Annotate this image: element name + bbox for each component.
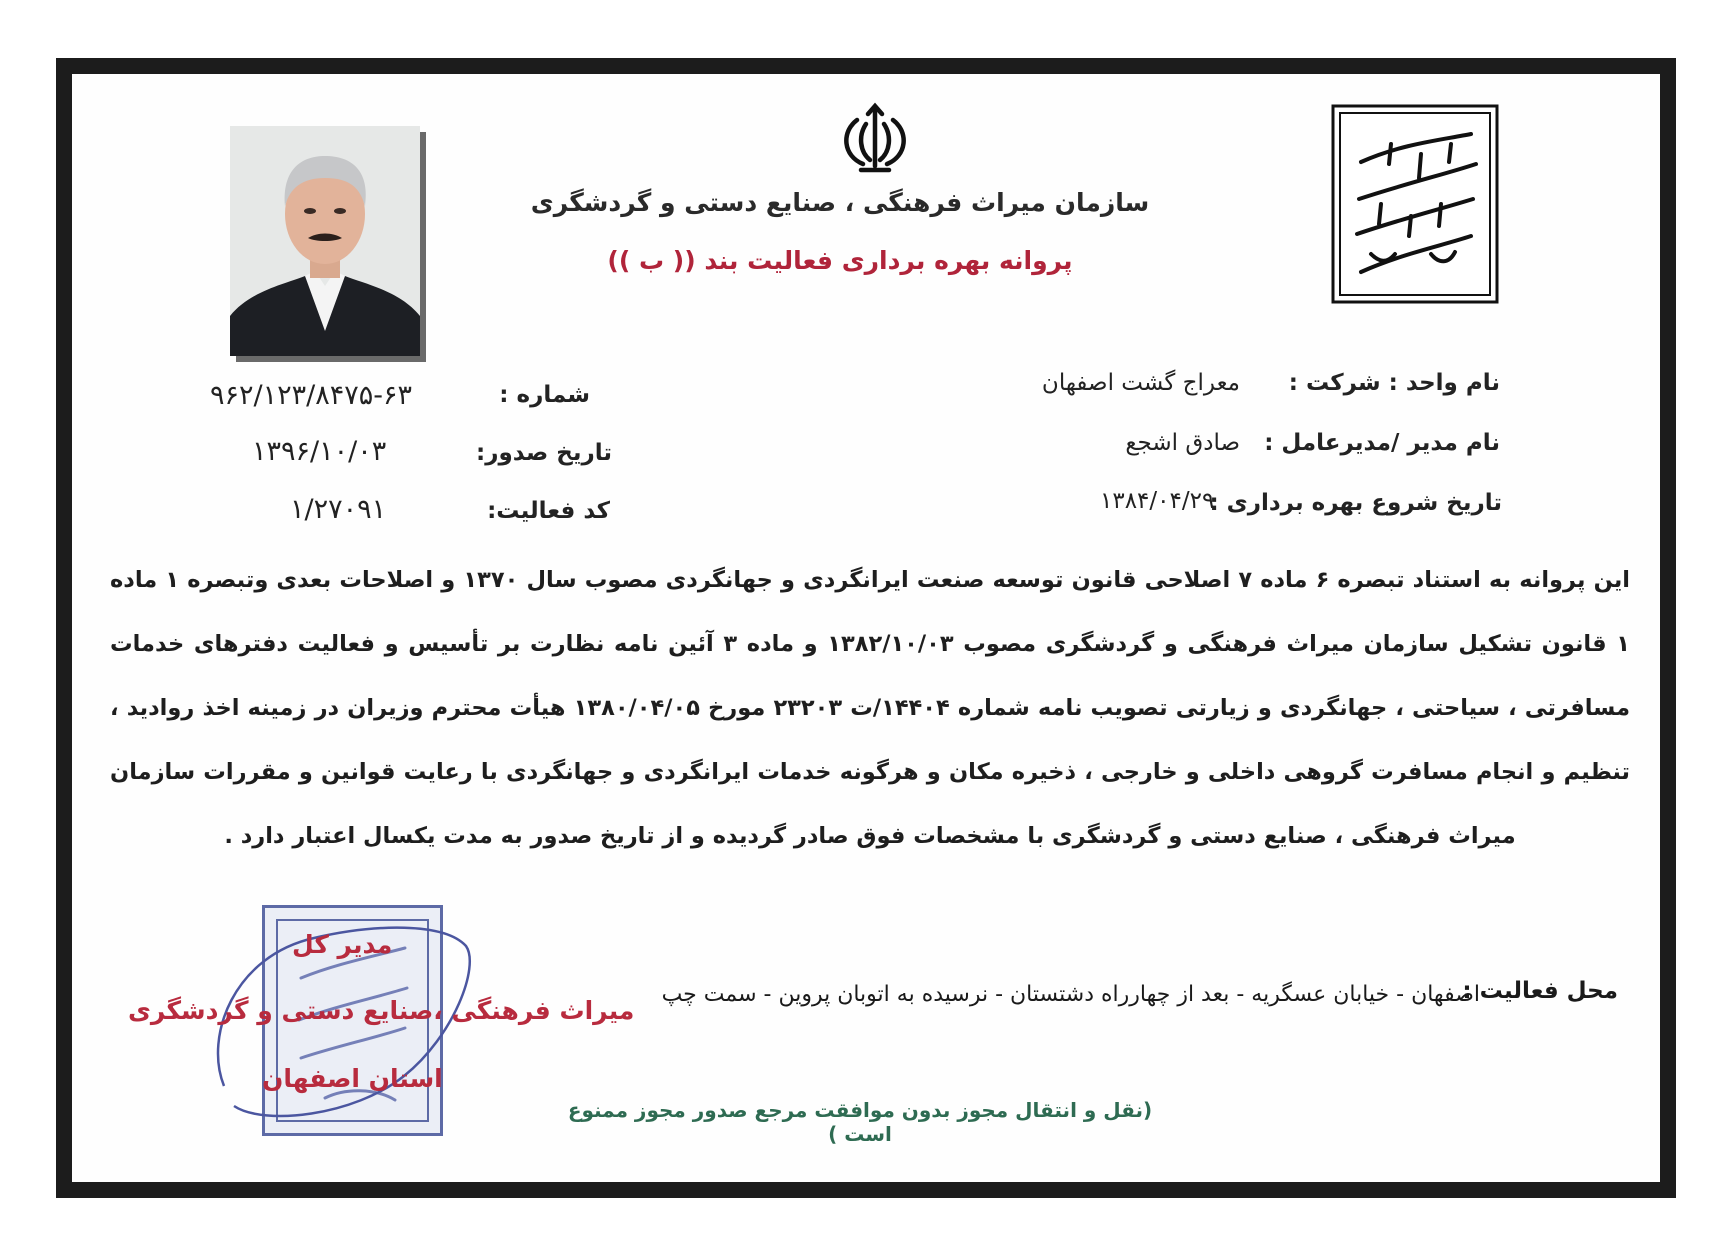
manager-name-label: نام مدیر /مدیرعامل : [1264,430,1500,456]
activity-place-label: محل فعالیت : [1462,978,1618,1004]
signature-organization: میراث فرهنگی ،صنایع دستی و گردشگری [128,996,635,1025]
unit-name-value: معراج گشت اصفهان [1041,370,1240,396]
calligraphy-logo-icon [1331,104,1499,304]
start-date-label: تاریخ شروع بهره برداری : [1209,490,1502,516]
transfer-prohibited-note: (نقل و انتقال مجوز بدون موافقت مرجع صدور مجوز ممنوع است ) [567,1098,1153,1146]
number-value: ۹۶۲/۱۲۳/۸۴۷۵-۶۳ [210,380,412,411]
number-label: شماره : [499,382,590,408]
issue-date-value: ۱۳۹۶/۱۰/۰۳ [252,436,387,467]
start-date-value: ۱۳۸۴/۰۴/۲۹ [1100,488,1215,514]
issue-date-label: تاریخ صدور: [476,440,612,466]
activity-code-value: ۱/۲۷۰۹۱ [290,494,387,525]
activity-code-label: کد فعالیت: [487,498,610,524]
manager-name-value: صادق اشجع [1125,430,1240,456]
portrait-image [230,126,420,356]
signature-province: استان اصفهان [262,1064,443,1093]
unit-name-label: نام واحد : شرکت : [1288,370,1500,396]
licence-title: پروانه بهره برداری فعالیت بند (( ب )) [607,246,1073,275]
organization-name: سازمان میراث فرهنگی ، صنایع دستی و گردشگری [530,188,1150,217]
signature-title: مدیر کل [292,930,393,959]
iran-emblem-icon [835,100,915,180]
holder-photo [230,126,420,356]
organization-logo [1331,104,1499,304]
activity-place-value: اصفهان - خیابان عسگریه - بعد از چهارراه دشتستان - نرسیده به اتوبان پروین - سمت چپ [661,982,1480,1007]
licence-body-text: این پروانه به استناد تبصره ۶ ماده ۷ اصلاحی قانون توسعه صنعت ایرانگردی و جهانگردی مصوب سال ۱۳۷۰ و اصلاحات بعدی وتبصره ۱ ماده ۱ قانون تشکیل سازمان میراث فرهنگی و گردشگری مصوب ۱۳۸۲/۱۰/۰۳ و ماده ۳ آئین نامه نظارت بر تأسیس و فعالیت دفترهای خدمات مسافرتی ، سیاحتی ، جهانگردی و زیارتی تصویب نامه شماره ۱۴۴۰۴/ت ۲۳۲۰۳ مورخ ۱۳۸۰/۰۴/۰۵ هیأت محترم وزیران در زمینه اخذ روادید ، تنظیم و انجام مسافرت گروهی داخلی و خارجی ، ذخیره مکان و هرگونه خدمات ایرانگردی و جهانگردی با رعایت قوانین و مقررات سازمان میراث فرهنگی ، صنایع دستی و گردشگری با مشخصات فوق صادر گردیده و از تاریخ صدور به مدت یکسال اعتبار دارد . [110,567,1631,849]
